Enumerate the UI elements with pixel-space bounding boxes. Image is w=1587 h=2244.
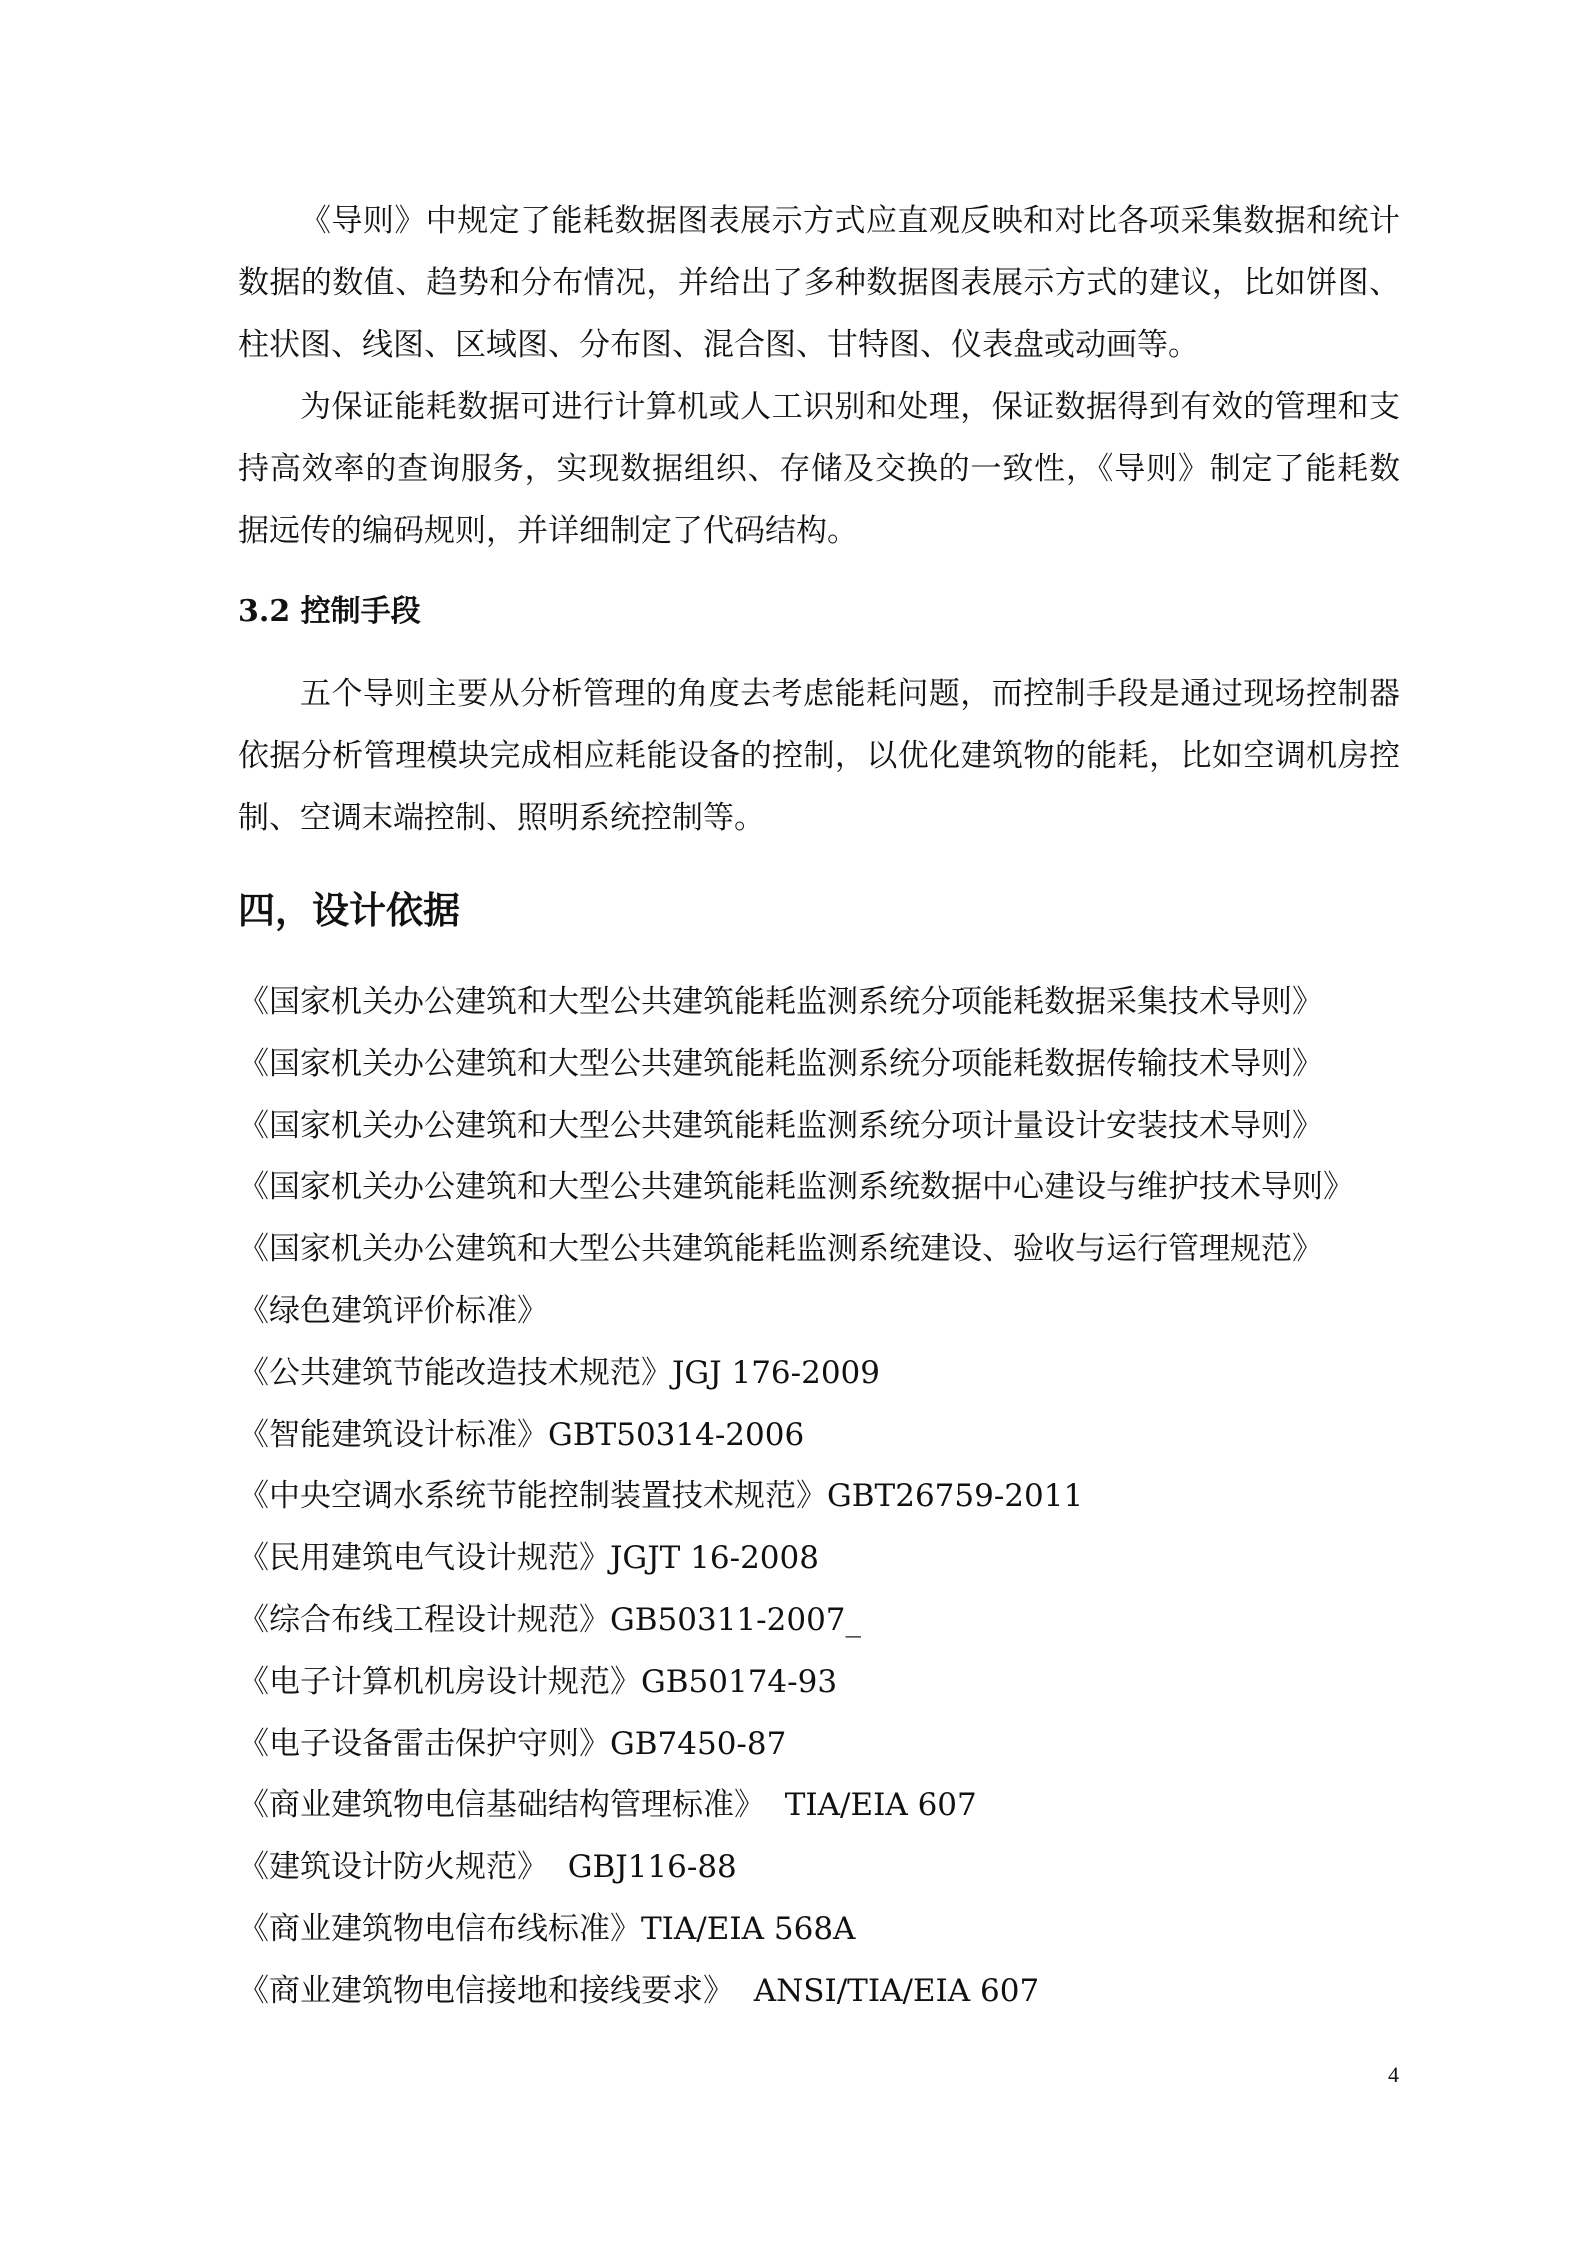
reference-item: 《中央空调水系统节能控制装置技术规范》GBT26759-2011 <box>238 1478 1084 1515</box>
reference-item: 《国家机关办公建筑和大型公共建筑能耗监测系统分项能耗数据采集技术导则》 <box>238 984 1323 1020</box>
reference-item: 《电子计算机机房设计规范》GB50174-93 <box>238 1663 838 1700</box>
paragraph-chart-display: 《导则》中规定了能耗数据图表展示方式应直观反映和对比各项采集数据和统计数据的数值、趋势和分布情况，并给出了多种数据图表展示方式的建议，比如饼图、柱状图、线图、区域图、分布图、混合图、甘特图、仪表盘或动画等。 <box>238 203 1400 363</box>
section-heading-4: 四，设计依据 <box>238 888 460 932</box>
reference-item: 《商业建筑物电信布线标准》TIA/EIA 568A <box>238 1910 856 1947</box>
reference-item: 《国家机关办公建筑和大型公共建筑能耗监测系统分项计量设计安装技术导则》 <box>238 1107 1323 1144</box>
reference-item: 《国家机关办公建筑和大型公共建筑能耗监测系统分项能耗数据传输技术导则》 <box>238 1045 1323 1082</box>
paragraph-data-encoding: 为保证能耗数据可进行计算机或人工识别和处理，保证数据得到有效的管理和支持高效率的查询服务，实现数据组织、存储及交换的一致性，《导则》制定了能耗数据远传的编码规则，并详细制定了代码结构。 <box>238 389 1400 549</box>
reference-list <box>238 972 1354 2023</box>
page-number: 4 <box>1388 2062 1399 2087</box>
section-heading-3-2: 3.2 控制手段 <box>238 594 421 629</box>
reference-item: 《综合布线工程设计规范》GB50311-2007_ <box>238 1601 862 1638</box>
reference-item: 《建筑设计防火规范》 GBJ116-88 <box>238 1849 737 1886</box>
reference-item: 《电子设备雷击保护守则》GB7450-87 <box>238 1725 787 1762</box>
reference-item: 《商业建筑物电信接地和接线要求》 ANSI/TIA/EIA 607 <box>238 1972 1040 2009</box>
reference-item: 《国家机关办公建筑和大型公共建筑能耗监测系统数据中心建设与维护技术导则》 <box>238 1169 1354 1206</box>
reference-item: 《智能建筑设计标准》GBT50314-2006 <box>238 1416 805 1453</box>
reference-item: 《公共建筑节能改造技术规范》JGJ 176-2009 <box>238 1354 881 1391</box>
reference-item: 《国家机关办公建筑和大型公共建筑能耗监测系统建设、验收与运行管理规范》 <box>238 1231 1323 1268</box>
paragraph-control-means: 五个导则主要从分析管理的角度去考虑能耗问题，而控制手段是通过现场控制器依据分析管理模块完成相应耗能设备的控制，以优化建筑物的能耗，比如空调机房控制、空调末端控制、照明系统控制等。 <box>238 676 1400 836</box>
reference-item: 《商业建筑物电信基础结构管理标准》 TIA/EIA 607 <box>238 1787 977 1824</box>
reference-item: 《绿色建筑评价标准》 <box>238 1292 548 1329</box>
reference-item: 《民用建筑电气设计规范》JGJT 16-2008 <box>238 1540 819 1577</box>
